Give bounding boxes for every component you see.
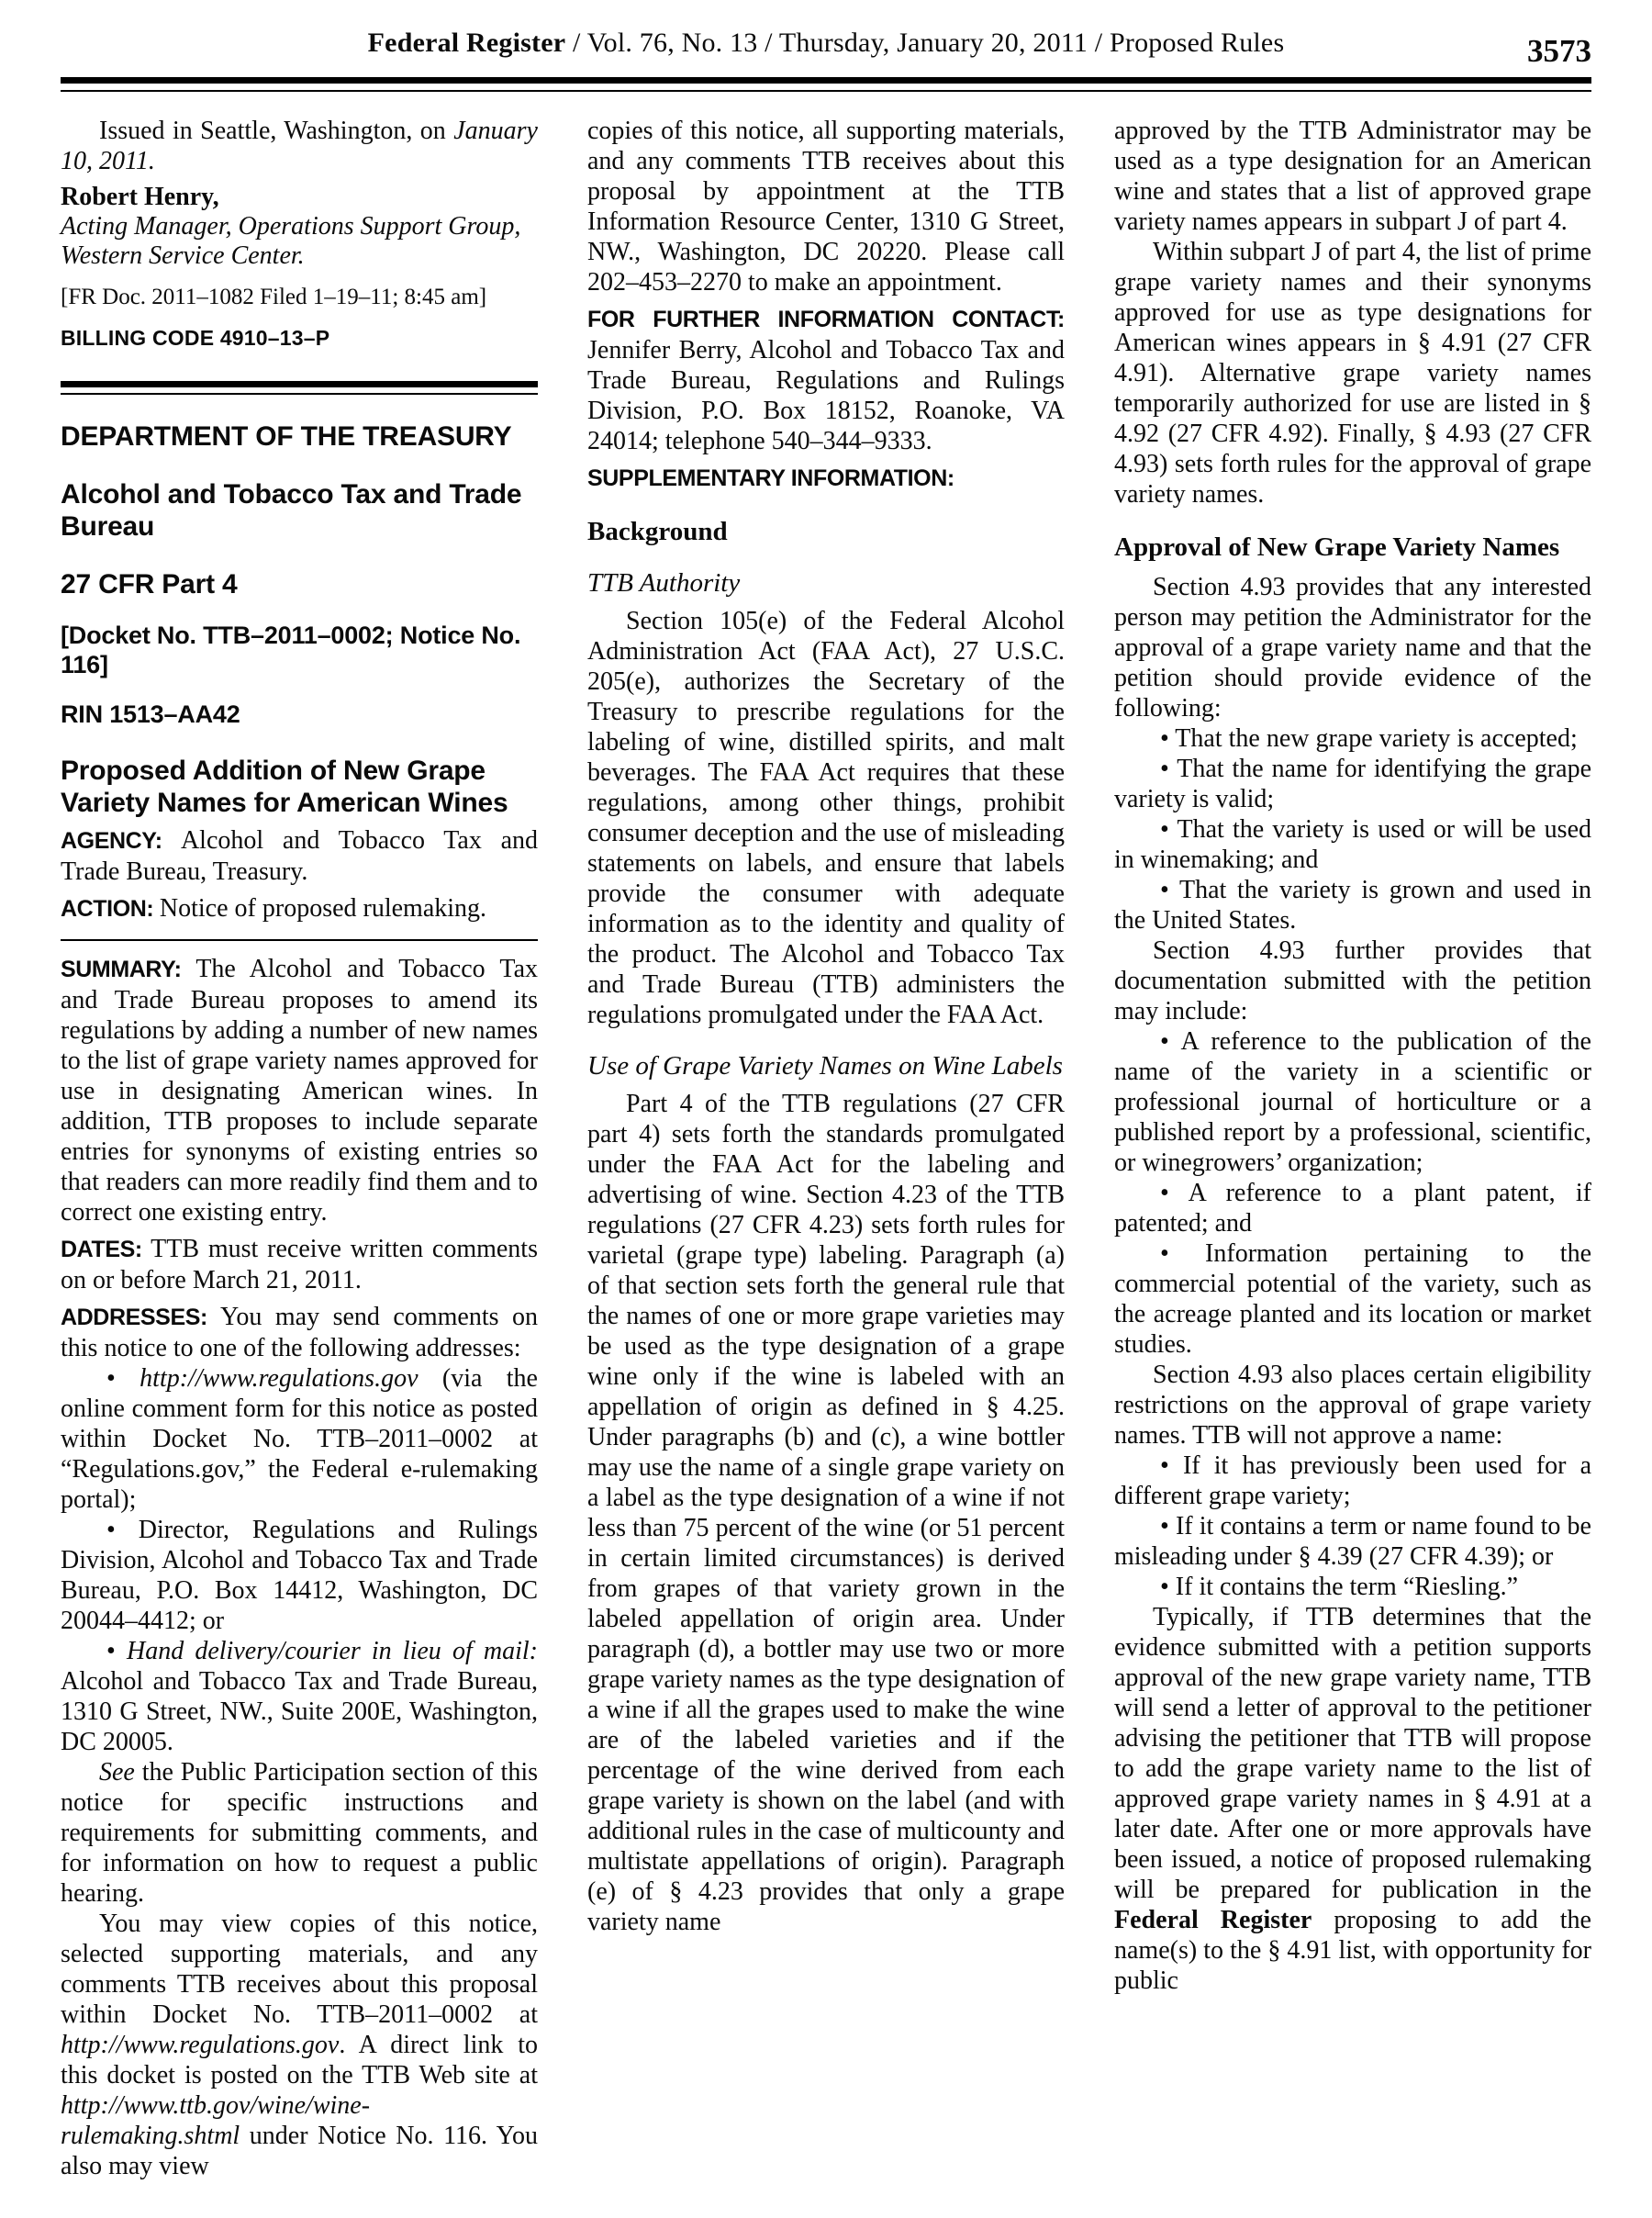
text-run: • A reference to the publication of the name of the variety in a scientific or professional journal of horticulture or a published report by a professional, scientific, or winegrowers’ organization; <box>1114 1027 1591 1177</box>
text-run: http://www.regulations.gov <box>61 2031 340 2059</box>
header-rule-thick <box>61 77 1591 84</box>
text-run: You may send comments on this notice to one of the following addresses: <box>61 1303 538 1362</box>
text-run: • That the variety is used or will be used in winemaking; and <box>1114 815 1591 874</box>
text-run: January 10, 2011. <box>61 117 538 175</box>
continuation-appointment-paragraph <box>587 116 1065 297</box>
text-run: Federal Register <box>1114 1906 1312 1934</box>
action-paragraph <box>61 893 538 924</box>
text-run: [FR Doc. 2011–1082 Filed 1–19–11; 8:45 am] <box>61 285 487 309</box>
text-run: Within subpart J of part 4, the list of prime grape variety names and their synonyms approved for use as type designations for American wines appears in § 4.91 (27 CFR 4.91). Alternative grape variety names temporarily authorized for use are listed in § 4.92 (27 CFR 4.92). Finally, § 4.93 (27 CFR 4.93) sets forth rules for the approval of grape variety names. <box>1114 238 1591 509</box>
text-run: • If it contains a term or name found to be misleading under § 4.39 (27 CFR 4.39); or <box>1114 1512 1591 1571</box>
column-1 <box>61 116 538 2181</box>
page-header <box>61 28 1591 70</box>
text-run: BILLING CODE 4910–13–P <box>61 326 330 350</box>
evidence-bullet-grown <box>1114 875 1591 935</box>
text-run: Robert Henry, <box>61 183 219 211</box>
background-heading <box>587 516 1065 547</box>
text-run: • Director, Regulations and Rulings Division, Alcohol and Tobacco Tax and Trade Bureau, P.O. Box 14412, Washington, DC 20044–4412; or <box>61 1516 538 1635</box>
restriction-bullet-misleading <box>1114 1511 1591 1572</box>
continuation-administrator-paragraph <box>1114 116 1591 237</box>
text-run: • <box>106 1637 127 1665</box>
evidence-bullet-accepted <box>1114 723 1591 754</box>
column-2 <box>587 116 1065 1937</box>
text-run: Typically, if TTB determines that the evidence submitted with a petition supports approval of the new grape variety name, TTB will send a letter of approval to the petitioner advising the petitioner that TTB will propose to add the grape variety name to the list of approved grape variety names in § 4.91 at a later date. After one or more approvals have been issued, a notice of proposed rulemaking will be prepared for publication in the <box>1114 1603 1591 1904</box>
contact-paragraph <box>587 304 1065 456</box>
field-label: FOR FURTHER INFORMATION CONTACT: <box>587 307 1065 332</box>
evidence-bullet-valid <box>1114 754 1591 814</box>
action-summary-rule <box>61 939 538 941</box>
text-run: The Alcohol and Tobacco Tax and Trade Bureau proposes to amend its regulations by adding a number of new names to the list of grape variety names approved for use in designating American wines. In addition, TTB proposes to include separate entries for synonyms of existing entries so that readers can more readily find them and to correct one existing entry. <box>61 955 538 1227</box>
ttb-authority-paragraph <box>587 606 1065 1030</box>
restriction-bullet-riesling <box>1114 1572 1591 1602</box>
ttb-authority-heading <box>587 567 1065 599</box>
separator-rule-thick <box>61 381 538 387</box>
text-run: Issued in Seattle, Washington, on <box>99 117 454 145</box>
field-label: ADDRESSES: <box>61 1305 220 1330</box>
three-column-text <box>61 116 1591 2181</box>
documentation-bullet-publication <box>1114 1026 1591 1178</box>
field-label: AGENCY: <box>61 828 181 854</box>
eligibility-restrictions-paragraph <box>1114 1360 1591 1451</box>
text-run: Proposed Addition of New Grape Variety Names for American Wines <box>61 756 508 818</box>
evidence-bullet-winemaking <box>1114 814 1591 875</box>
header-citation: / Vol. 76, No. 13 / Thursday, January 20, 2011 / Proposed Rules <box>565 28 1285 58</box>
text-run: • <box>106 1364 140 1393</box>
text-run: the Public Participation section of this notice for specific instructions and requirements for submitting comments, and for information on how to request a public hearing. <box>61 1758 538 1908</box>
text-run: . A direct link to this docket is posted on the TTB Web site at <box>61 2031 538 2089</box>
text-run: http://www.ttb.gov/wine/wine-rulemaking.shtml <box>61 2091 371 2150</box>
text-run: • That the new grape variety is accepted; <box>1160 724 1578 753</box>
column-3 <box>1114 116 1591 1996</box>
text-run: Hand delivery/courier in lieu of mail: <box>126 1637 538 1665</box>
approval-process-paragraph <box>1114 1602 1591 1996</box>
text-run: 27 CFR Part 4 <box>61 569 238 599</box>
restriction-bullet-previously-used <box>1114 1451 1591 1511</box>
text-run: Section 4.93 provides that any interested person may petition the Administrator for the approval of a grape variety name and that the petition should provide evidence of the following: <box>1114 573 1591 723</box>
supplementary-information-label <box>587 463 1065 494</box>
text-run: DEPARTMENT OF THE TREASURY <box>61 421 512 452</box>
text-run: TTB Authority <box>587 568 741 598</box>
see-public-participation-paragraph <box>61 1757 538 1909</box>
header-citation-line <box>61 28 1591 59</box>
text-run: Alcohol and Tobacco Tax and Trade Bureau, 1310 G Street, NW., Suite 200E, Washington, DC 20005. <box>61 1667 538 1756</box>
text-run: [Docket No. TTB–2011–0002; Notice No. 116] <box>61 622 521 678</box>
signature-title <box>61 212 538 271</box>
signature-name <box>61 182 538 212</box>
text-run: Section 105(e) of the Federal Alcohol Administration Act (FAA Act), 27 U.S.C. 205(e), authorizes the Secretary of the Treasury to prescribe regulations for the labeling of wine, distilled spirits, and malt beverages. The FAA Act requires that these regulations, among other things, prohibit consumer deception and the use of misleading statements on labels, and ensure that labels provide the consumer with adequate information as to the identity and quality of the product. The Alcohol and Tobacco Tax and Trade Bureau (TTB) administers the regulations promulgated under the FAA Act. <box>587 607 1065 1029</box>
text-run: Part 4 of the TTB regulations (27 CFR part 4) sets forth the standards promulgated under the FAA Act for the labeling and advertising of wine. Section 4.23 of the TTB regulations (27 CFR 4.23) sets forth rules for varietal (grape type) labeling. Paragraph (a) of that section sets forth the general rule that the names of one or more grape varieties may be used as the type designation of a grape wine only if the wine is labeled with an appellation of origin as defined in § 4.25. Under paragraphs (b) and (c), a wine bottler may use the name of a single grape variety on a label as the type designation of a wine if not less than 75 percent of the wine (or 51 percent in certain limited circumstances) is derived from grapes of that variety grown in the labeled appellation of origin area. Under paragraph (d), a bottler may use two or more grape variety names as the type designation of a wine if all the grapes used to make the wine are of the labeled varieties and if the percentage of the wine derived from each grape variety is shown on the label (and with additional rules in the case of multicounty and multistate appellations of origin). Paragraph (e) of § 4.23 provides that only a grape variety name <box>587 1090 1065 1936</box>
agency-paragraph <box>61 825 538 887</box>
text-run: copies of this notice, all supporting materials, and any comments TTB receives about this proposal by appointment at the TTB Information Resource Center, 1310 G Street, NW., Washington, DC 20220. Please call 202–453–2270 to make an appointment. <box>587 117 1065 297</box>
text-run: Jennifer Berry, Alcohol and Tobacco Tax and Trade Bureau, Regulations and Rulings Division, P.O. Box 18152, Roanoke, VA 24014; telephone 540–344–9333. <box>587 336 1065 455</box>
page-number: 3573 <box>1527 33 1591 69</box>
address-bullet-hand-delivery <box>61 1636 538 1757</box>
text-run: TTB must receive written comments on or before March 21, 2011. <box>61 1235 538 1294</box>
documentation-bullet-commercial <box>1114 1238 1591 1360</box>
text-run: Alcohol and Tobacco Tax and Trade Bureau, Treasury. <box>61 826 538 886</box>
text-run: Use of Grape Variety Names on Wine Labels <box>587 1051 1063 1081</box>
rin-number <box>61 700 538 729</box>
text-run: • That the name for identifying the grape variety is valid; <box>1114 755 1591 813</box>
fr-doc-number <box>61 282 538 312</box>
subpart-j-paragraph <box>1114 237 1591 510</box>
text-run: Section 4.93 further provides that documentation submitted with the petition may include: <box>1114 936 1591 1025</box>
text-run: Section 4.93 also places certain eligibility restrictions on the approval of grape variety names. TTB will not approve a name: <box>1114 1361 1591 1450</box>
text-run: http://www.regulations.gov <box>140 1364 419 1393</box>
text-run: See <box>99 1758 135 1787</box>
summary-paragraph <box>61 954 538 1227</box>
bureau-heading <box>61 478 538 543</box>
text-run: Background <box>587 517 728 546</box>
part-4-regulations-paragraph <box>587 1089 1065 1937</box>
field-label: SUMMARY: <box>61 957 196 982</box>
field-label: ACTION: <box>61 896 160 922</box>
addresses-paragraph <box>61 1302 538 1363</box>
address-bullet-director <box>61 1515 538 1636</box>
field-label: DATES: <box>61 1237 151 1262</box>
address-bullet-regulations-gov <box>61 1363 538 1515</box>
documentation-paragraph <box>1114 935 1591 1026</box>
text-run: under Notice No. 116. You also may view <box>61 2122 538 2180</box>
text-run: • If it contains the term “Riesling.” <box>1160 1573 1519 1601</box>
cfr-part-heading <box>61 568 538 600</box>
view-copies-paragraph <box>61 1909 538 2181</box>
text-run: You may view copies of this notice, selected supporting materials, and any comments TTB receives about this proposal within Docket No. TTB–2011–0002 at <box>61 1910 538 2029</box>
document-separator <box>61 381 538 395</box>
text-run: Notice of proposed rulemaking. <box>159 894 487 923</box>
use-of-grape-variety-names-heading <box>587 1050 1065 1081</box>
text-run: Acting Manager, Operations Support Group, Western Service Center. <box>61 212 521 270</box>
dates-paragraph <box>61 1234 538 1295</box>
text-run: proposing to add the name(s) to the § 4.91 list, with opportunity for public <box>1114 1906 1591 1995</box>
text-run: • Information pertaining to the commercial potential of the variety, such as the acreage planted and its location or market studies. <box>1114 1239 1591 1359</box>
text-run: • If it has previously been used for a different grape variety; <box>1114 1451 1591 1510</box>
header-rule-thin <box>61 90 1591 92</box>
billing-code <box>61 323 538 353</box>
docket-number <box>61 621 538 679</box>
text-run: RIN 1513–AA42 <box>61 700 240 728</box>
field-label: SUPPLEMENTARY INFORMATION: <box>587 465 954 491</box>
text-run: approved by the TTB Administrator may be used as a type designation for an American wine and states that a list of approved grape variety names appears in subpart J of part 4. <box>1114 117 1591 236</box>
petition-paragraph <box>1114 572 1591 723</box>
text-run: Approval of New Grape Variety Names <box>1114 532 1560 562</box>
documentation-bullet-patent <box>1114 1178 1591 1238</box>
text-run: Alcohol and Tobacco Tax and Trade Bureau <box>61 479 522 542</box>
text-run: • That the variety is grown and used in the United States. <box>1114 876 1591 935</box>
issued-line <box>61 116 538 176</box>
approval-heading <box>1114 532 1591 563</box>
text-run: (via the online comment form for this notice as posted within Docket No. TTB–2011–0002 at “Regulations.gov,” the Federal e-rulemaking portal); <box>61 1364 538 1514</box>
separator-rule-thin <box>61 393 538 395</box>
document-title <box>61 755 538 819</box>
journal-title: Federal Register <box>367 28 566 58</box>
text-run: • A reference to a plant patent, if patented; and <box>1114 1179 1591 1238</box>
department-heading <box>61 420 538 453</box>
